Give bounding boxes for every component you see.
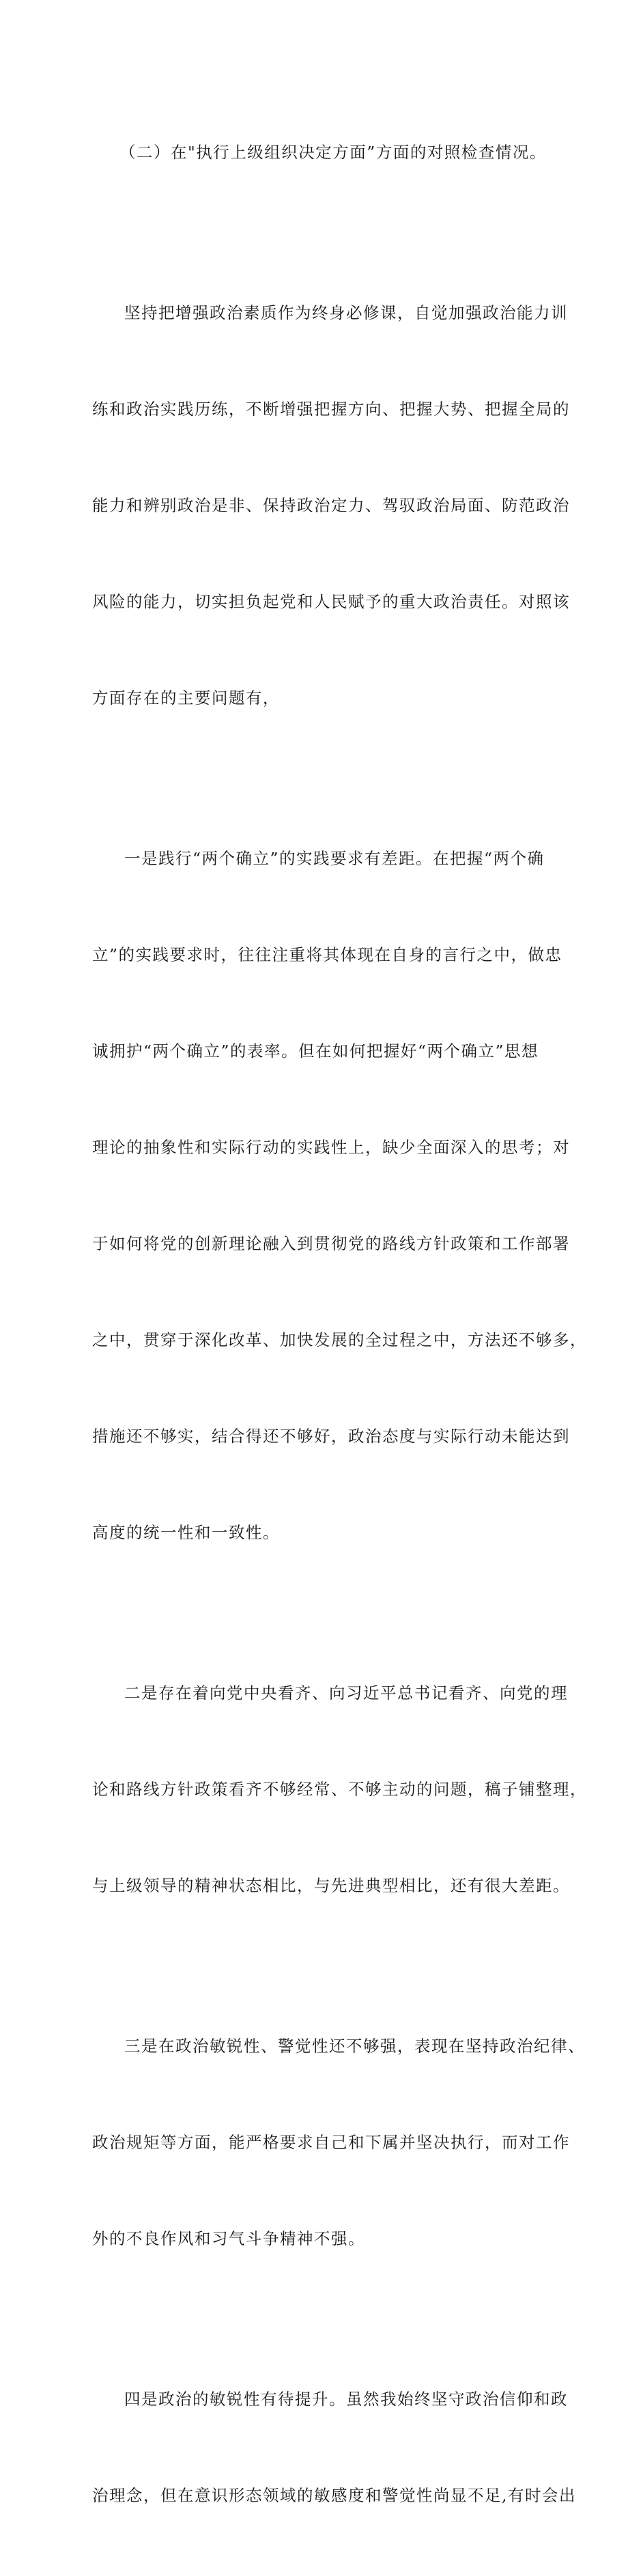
text-line: 方面存在的主要问题有， — [92, 688, 280, 708]
paragraph-issue-one — [92, 779, 587, 1613]
text-line: 风险的能力，切实担负起党和人民赋予的重大政治责任。对照该 — [92, 592, 570, 611]
text-line: （二）在"执行上级组织决定方面”方面的对照检查情况。 — [119, 143, 547, 162]
paragraph-issue-two — [92, 1613, 587, 1966]
text-line: 四是政治的敏锐性有待提升。虽然我始终坚守政治信仰和政 — [124, 2390, 568, 2409]
paragraph-issue-four — [92, 2319, 576, 2576]
text-line: 政治规矩等方面，能严格要求自己和下属并坚决执行，而对工作 — [92, 2133, 570, 2152]
text-line: 措施还不够实，结合得还不够好，政治态度与实际行动未能达到 — [92, 1427, 570, 1446]
document-body — [92, 72, 587, 2576]
text-line: 外的不良作风和习气斗争精神不强。 — [92, 2229, 365, 2248]
text-line: 一是践行“两个确立”的实践要求有差距。在把握“两个确 — [124, 849, 545, 868]
text-line: 诚拥护“两个确立”的表率。但在如何把握好“两个确立”思想 — [92, 1041, 539, 1061]
text-line: 高度的统一性和一致性。 — [92, 1523, 280, 1542]
text-line: 治理念，但在意识形态领域的敏感度和警觉性尚显不足,有时会出 — [92, 2486, 576, 2505]
text-line: 二是存在着向党中央看齐、向习近平总书记看齐、向党的理 — [124, 1683, 568, 1703]
text-line: 与上级领导的精神状态相比，与先进典型相比，还有很大差距。 — [92, 1876, 570, 1895]
text-line: 练和政治实践历练，不断增强把握方向、把握大势、把握全局的 — [92, 400, 570, 419]
text-line: 能力和辨别政治是非、保持政治定力、驾驭政治局面、防范政治 — [92, 496, 570, 515]
text-line: 之中，贯穿于深化改革、加快发展的全过程之中，方法还不够多， — [92, 1330, 587, 1349]
text-line: 立”的实践要求时，往往注重将其体现在自身的言行之中，做忠 — [92, 945, 562, 964]
text-line: 理论的抽象性和实际行动的实践性上，缺少全面深入的思考；对 — [92, 1138, 570, 1157]
paragraph-issue-three — [92, 1966, 585, 2319]
paragraph-intro — [92, 233, 570, 779]
text-line: 三是在政治敏锐性、警觉性还不够强，表现在坚持政治纪律、 — [124, 2036, 585, 2056]
text-line: 论和路线方针政策看齐不够经常、不够主动的问题，稿子铺整理， — [92, 1780, 587, 1799]
section-heading — [92, 72, 547, 233]
text-line: 坚持把增强政治素质作为终身必修课，自觉加强政治能力训 — [124, 303, 568, 322]
text-line: 于如何将党的创新理论融入到贯彻党的路线方针政策和工作部署 — [92, 1234, 570, 1253]
